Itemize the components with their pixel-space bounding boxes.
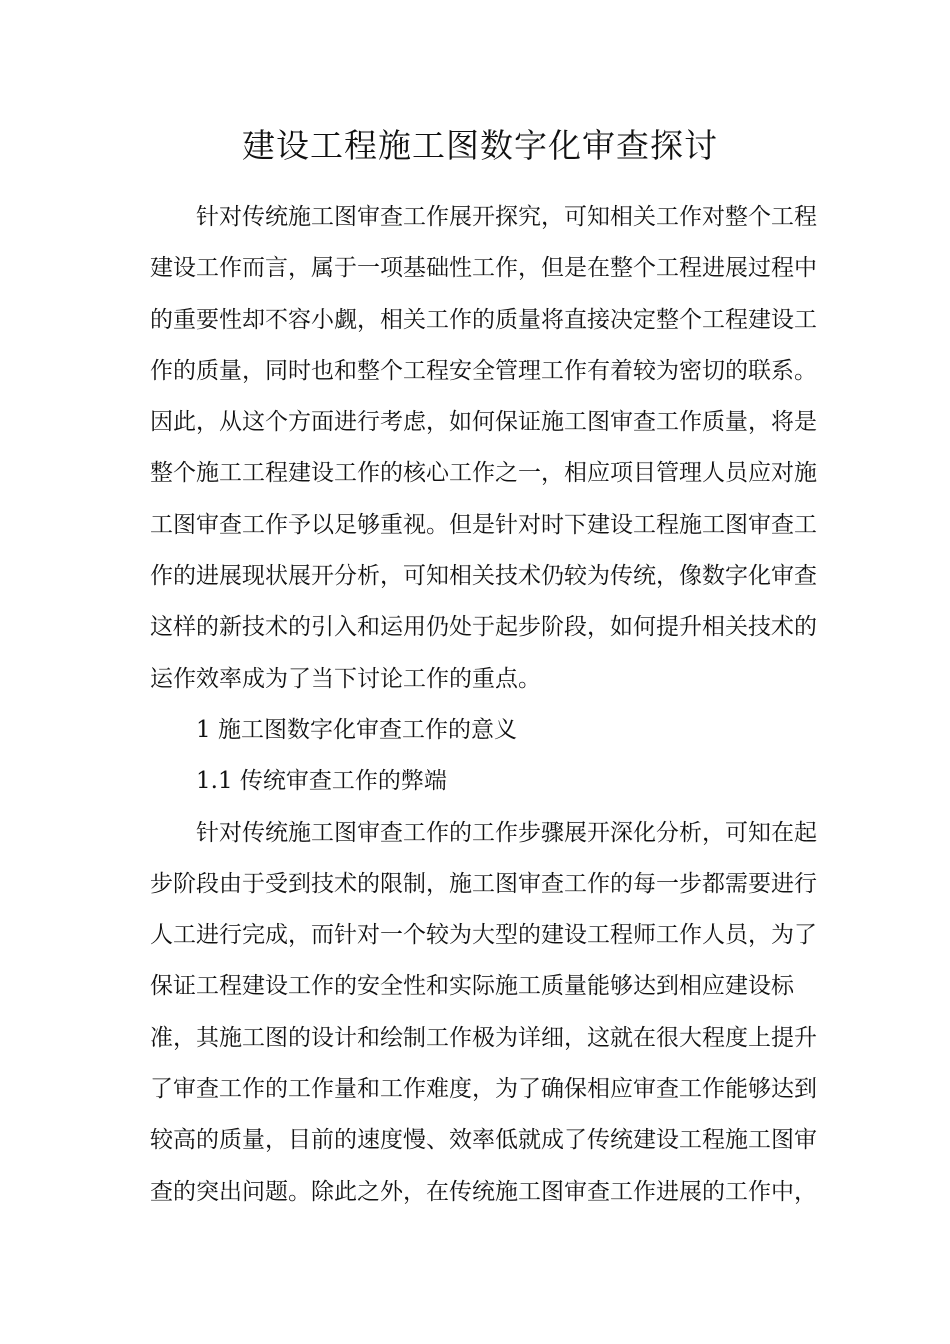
text-line: 建设工作而言，属于一项基础性工作，但是在整个工程进展过程中: [150, 255, 817, 282]
text-line: 了审查工作的工作量和工作难度，为了确保相应审查工作能够达到: [150, 1076, 817, 1103]
text-line: 因此，从这个方面进行考虑，如何保证施工图审查工作质量，将是: [150, 409, 817, 436]
text-line: 1 施工图数字化审查工作的意义: [196, 716, 517, 743]
text-line: 针对传统施工图审查工作的工作步骤展开深化分析，可知在起: [196, 819, 817, 846]
text-line: 1.1 传统审查工作的弊端: [196, 768, 447, 795]
text-line: 人工进行完成，而针对一个较为大型的建设工程师工作人员，为了: [150, 922, 817, 949]
text-line: 作的质量，同时也和整个工程安全管理工作有着较为密切的联系。: [150, 357, 817, 384]
text-line: 准，其施工图的设计和绘制工作极为详细，这就在很大程度上提升: [150, 1024, 817, 1051]
document-body: [150, 192, 817, 1218]
text-line: 针对传统施工图审查工作展开探究，可知相关工作对整个工程: [196, 204, 817, 230]
text-line: 查的突出问题。除此之外，在传统施工图审查工作进展的工作中，: [150, 1178, 817, 1205]
text-line: 整个施工工程建设工作的核心工作之一，相应项目管理人员应对施: [150, 460, 817, 487]
text-line: 较高的质量，目前的速度慢、效率低就成了传统建设工程施工图审: [150, 1127, 817, 1154]
text-line: 步阶段由于受到技术的限制，施工图审查工作的每一步都需要进行: [150, 870, 817, 897]
text-line: 作的进展现状展开分析，可知相关技术仍较为传统，像数字化审查: [150, 563, 817, 590]
text-line: 这样的新技术的引入和运用仍处于起步阶段，如何提升相关技术的: [150, 614, 817, 641]
text-line: 的重要性却不容小觑，相关工作的质量将直接决定整个工程建设工: [150, 306, 817, 333]
text-line: 保证工程建设工作的安全性和实际施工质量能够达到相应建设标: [150, 973, 794, 1000]
document-title: 建设工程施工图数字化审查探讨: [242, 126, 718, 165]
text-line: 运作效率成为了当下讨论工作的重点。: [150, 665, 541, 692]
text-line: 工图审查工作予以足够重视。但是针对时下建设工程施工图审查工: [150, 511, 817, 538]
